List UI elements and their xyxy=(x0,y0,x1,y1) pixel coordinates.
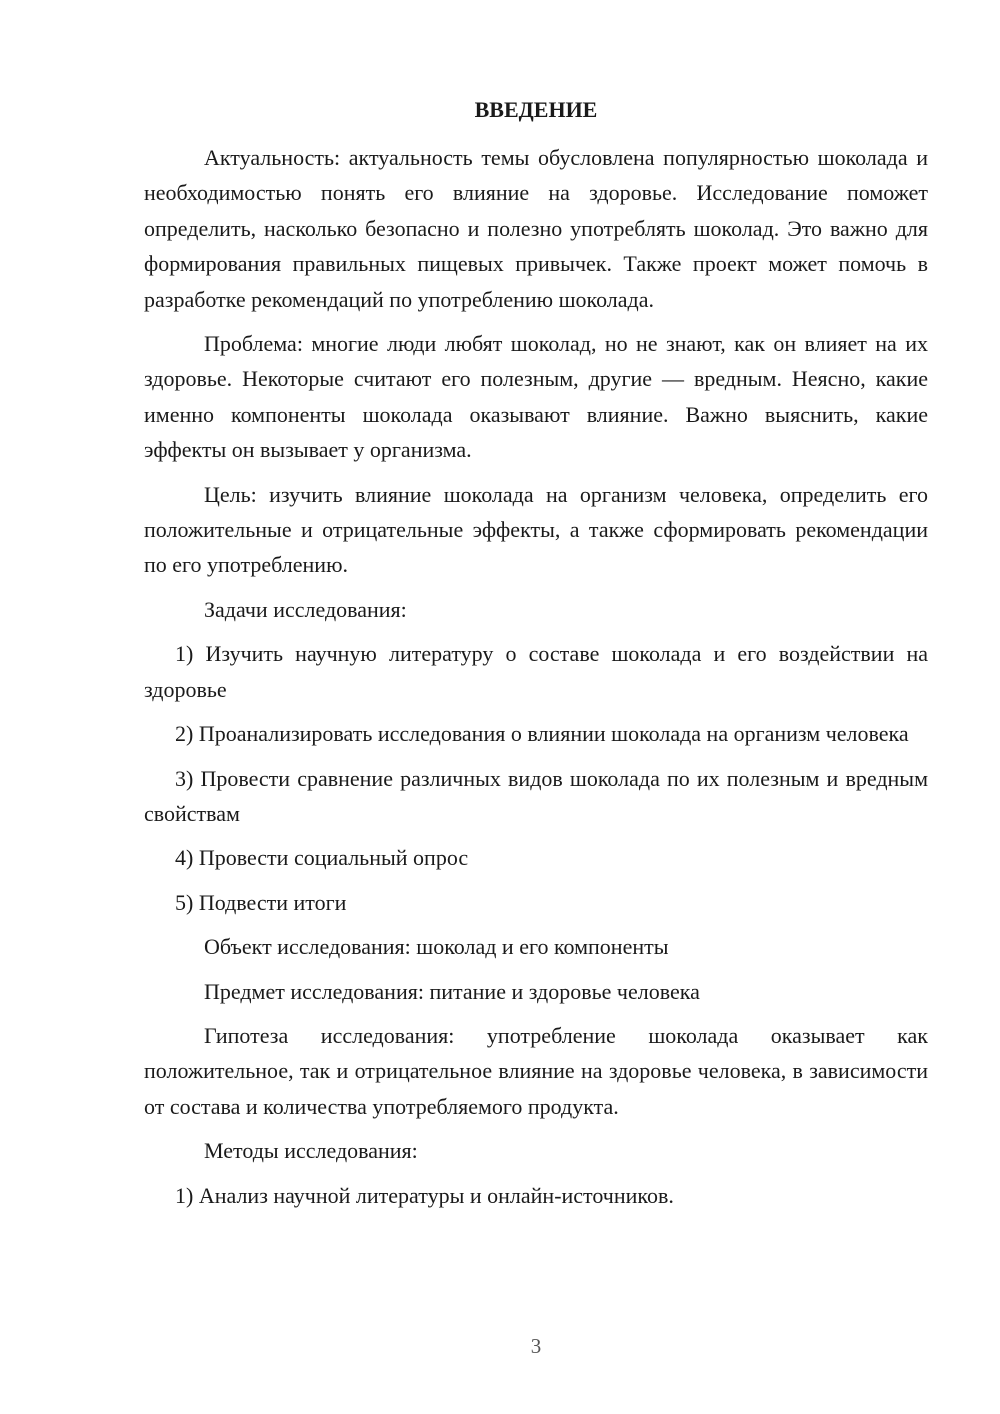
problem-paragraph: Проблема: многие люди любят шоколад, но не знают, как он влияет на их здоровье. Некоторые считают его полезным, другие — вредным. Неясно, какие именно компоненты шоколада оказывают влияние. Важно выяснить, какие эффекты он вызывает у организма. xyxy=(144,331,928,463)
task-item-3: 3) Провести сравнение различных видов шоколада по их полезным и вредным свойствам xyxy=(144,765,928,826)
task-item-2: 2) Проанализировать исследования о влиянии шоколада на организм человека xyxy=(175,721,909,747)
page-title: ВВЕДЕНИЕ xyxy=(474,97,598,122)
hypothesis-paragraph: Гипотеза исследования: употребление шоколада оказывает как положительное, так и отрицательное влияние на здоровье человека, в зависимости от состава и количества употребляемого продукта. xyxy=(144,1022,928,1119)
document-page xyxy=(144,92,928,1213)
task-item-1: 1) Изучить научную литературу о составе шоколада и его воздействии на здоровье xyxy=(144,641,928,702)
page-number: 3 xyxy=(530,1334,542,1358)
methods-heading: Методы исследования: xyxy=(204,1138,418,1164)
task-item-5: 5) Подвести итоги xyxy=(175,889,347,915)
subject-paragraph: Предмет исследования: питание и здоровье человека xyxy=(204,978,700,1004)
goal-paragraph: Цель: изучить влияние шоколада на организм человека, определить его положительные и отрицательные эффекты, а также сформировать рекомендации по его употреблению. xyxy=(144,481,928,578)
relevance-paragraph: Актуальность: актуальность темы обусловлена популярностью шоколада и необходимостью понять его влияние на здоровье. Исследование поможет определить, насколько безопасно и полезно употреблять шоколад. Это важно для формирования правильных пищевых привычек. Также проект может помочь в разработке рекомендаций по употреблению шоколада. xyxy=(144,145,928,312)
task-item-4: 4) Провести социальный опрос xyxy=(175,845,469,871)
method-item-1: 1) Анализ научной литературы и онлайн-источников. xyxy=(175,1182,674,1208)
tasks-heading: Задачи исследования: xyxy=(204,596,407,622)
object-paragraph: Объект исследования: шоколад и его компоненты xyxy=(204,934,669,960)
